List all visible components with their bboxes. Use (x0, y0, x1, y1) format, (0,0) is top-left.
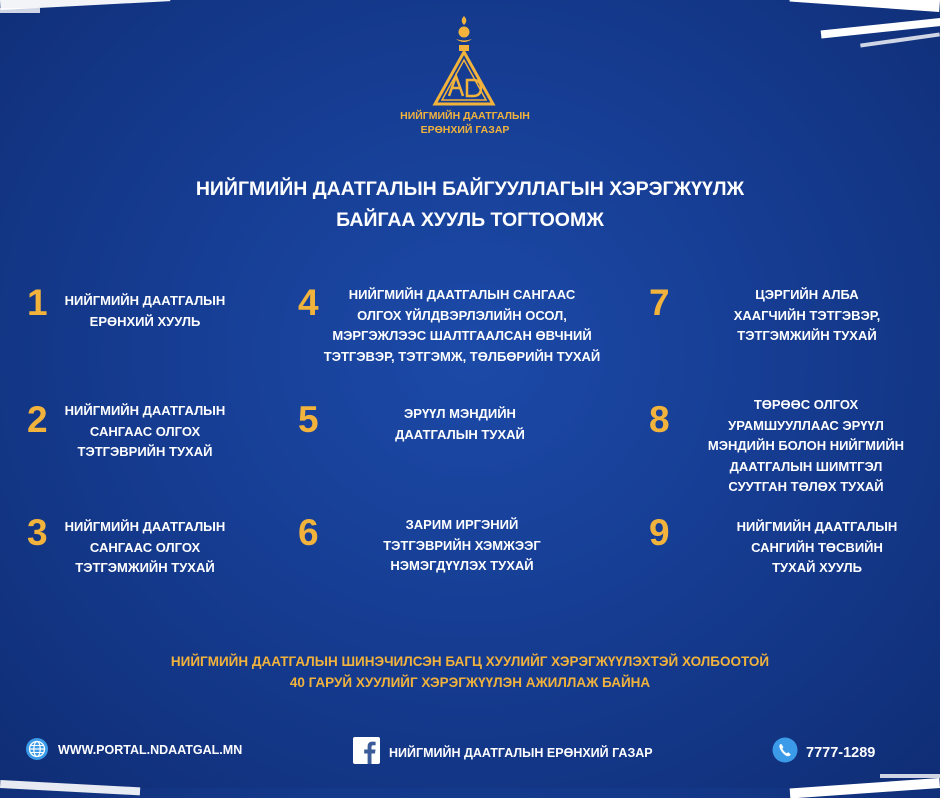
law-number: 5 (298, 399, 319, 440)
law-title-line: ЦЭРГИЙН АЛБА (755, 287, 859, 302)
law-title-line: НИЙГМИЙН ДААТГАЛЫН (64, 403, 226, 418)
org-name (370, 109, 560, 137)
law-number: 7 (649, 282, 670, 323)
law-title (312, 285, 612, 367)
law-title-line: УРАМШУУЛЛААС ЭРҮҮЛ (728, 417, 884, 433)
law-number: 1 (27, 282, 48, 323)
law-number: 2 (27, 399, 48, 440)
brush-stroke-decoration (0, 8, 40, 13)
brush-stroke-decoration (790, 778, 940, 798)
law-title-line: НИЙГМИЙН ДААТГАЛЫН (64, 293, 226, 308)
law-title-line: НИЙГМИЙН ДААТГАЛЫН (736, 519, 898, 534)
law-title-line: МЭРГЭЖЛЭЭС ШАЛТГААЛСАН ӨВЧНИЙ (332, 328, 592, 343)
page-title-line: БАЙГАА ХУУЛЬ ТОГТООМЖ (336, 209, 604, 231)
law-title-line: НИЙГМИЙН ДААТГАЛЫН САНГААС (348, 287, 576, 302)
law-title-line: ЗАРИМ ИРГЭНИЙ (405, 517, 519, 532)
law-number: 9 (649, 512, 670, 553)
law-title-line: ЭРҮҮЛ МЭНДИЙН (404, 406, 516, 421)
law-title-line: ТЭТГЭВЭР, ТЭТГЭМЖ, ТӨЛБӨРИЙН ТУХАЙ (323, 348, 601, 364)
facebook-page-link[interactable]: НИЙГМИЙН ДААТГАЛЫН ЕРӨНХИЙ ГАЗАР (389, 746, 653, 760)
note-line: НИЙГМИЙН ДААТГАЛЫН ШИНЭЧИЛСЭН БАГЦ ХУУЛИЙГ ХЭРЭГЖҮҮЛЭХТЭЙ ХОЛБООТОЙ (170, 654, 770, 669)
law-title-line: ХААГЧИЙН ТЭТГЭВЭР, (733, 307, 881, 323)
phone-icon (772, 737, 798, 763)
law-title-line: ТЭТГЭВРИЙН ТУХАЙ (77, 444, 213, 459)
law-title (55, 291, 235, 332)
org-logo-icon (429, 14, 499, 108)
facebook-icon[interactable] (353, 737, 380, 764)
law-title-line: ТУХАЙ ХУУЛЬ (772, 560, 862, 575)
law-title (686, 395, 926, 498)
globe-icon (25, 737, 49, 761)
website-link[interactable]: WWW.PORTAL.NDAATGAL.MN (58, 743, 243, 757)
law-title (712, 517, 922, 579)
law-title-line: НИЙГМИЙН ДААТГАЛЫН (64, 519, 226, 534)
law-title-line: ЕРӨНХИЙ ХУУЛЬ (89, 313, 201, 329)
law-title (55, 517, 235, 579)
law-title-line: САНГААС ОЛГОХ (89, 423, 201, 439)
law-title-line: ОЛГОХ ҮЙЛДВЭРЛЭЛИЙН ОСОЛ, (357, 307, 567, 323)
law-title (710, 285, 904, 347)
law-number: 4 (298, 282, 319, 323)
org-name-line: НИЙГМИЙН ДААТГАЛЫН (400, 110, 530, 122)
law-title-line: СУУТГАН ТӨЛӨХ ТУХАЙ (728, 479, 884, 494)
law-title-line: САНГИЙН ТӨСВИЙН (751, 539, 883, 555)
law-title (362, 515, 562, 577)
law-title-line: ТӨРӨӨС ОЛГОХ (753, 397, 859, 412)
brush-stroke-decoration (880, 774, 940, 778)
law-title (55, 401, 235, 463)
law-title-line: МЭНДИЙН БОЛОН НИЙГМИЙН (707, 438, 905, 453)
law-title-line: САНГААС ОЛГОХ (89, 539, 201, 555)
brush-stroke-decoration (790, 0, 940, 12)
law-title-line: ДААТГАЛЫН ТУХАЙ (395, 426, 525, 442)
law-title-line: ТЭТГЭМЖИЙН ТУХАЙ (75, 560, 215, 575)
law-title (360, 404, 560, 445)
law-title-line: ТЭТГЭМЖИЙН ТУХАЙ (737, 328, 877, 343)
law-number: 6 (298, 512, 319, 553)
law-title-line: ДААТГАЛЫН ШИМТГЭЛ (729, 458, 883, 474)
phone-number[interactable]: 7777-1289 (806, 745, 876, 761)
org-name-line: ЕРӨНХИЙ ГАЗАР (420, 124, 510, 136)
law-title-line: НЭМЭГДҮҮЛЭХ ТУХАЙ (390, 558, 534, 573)
page-title-line: НИЙГМИЙН ДААТГАЛЫН БАЙГУУЛЛАГЫН ХЭРЭГЖҮҮЛЖ (195, 178, 745, 200)
page-title (60, 174, 880, 236)
law-number: 8 (649, 399, 670, 440)
note-line: 40 ГАРУЙ ХУУЛИЙГ ХЭРЭГЖҮҮЛЭН АЖИЛЛАЖ БАЙНА (289, 675, 651, 690)
brush-stroke-decoration (860, 32, 940, 47)
law-title-line: ТЭТГЭВРИЙН ХЭМЖЭЭГ (383, 537, 541, 553)
law-number: 3 (27, 512, 48, 553)
implementation-note (60, 651, 880, 693)
